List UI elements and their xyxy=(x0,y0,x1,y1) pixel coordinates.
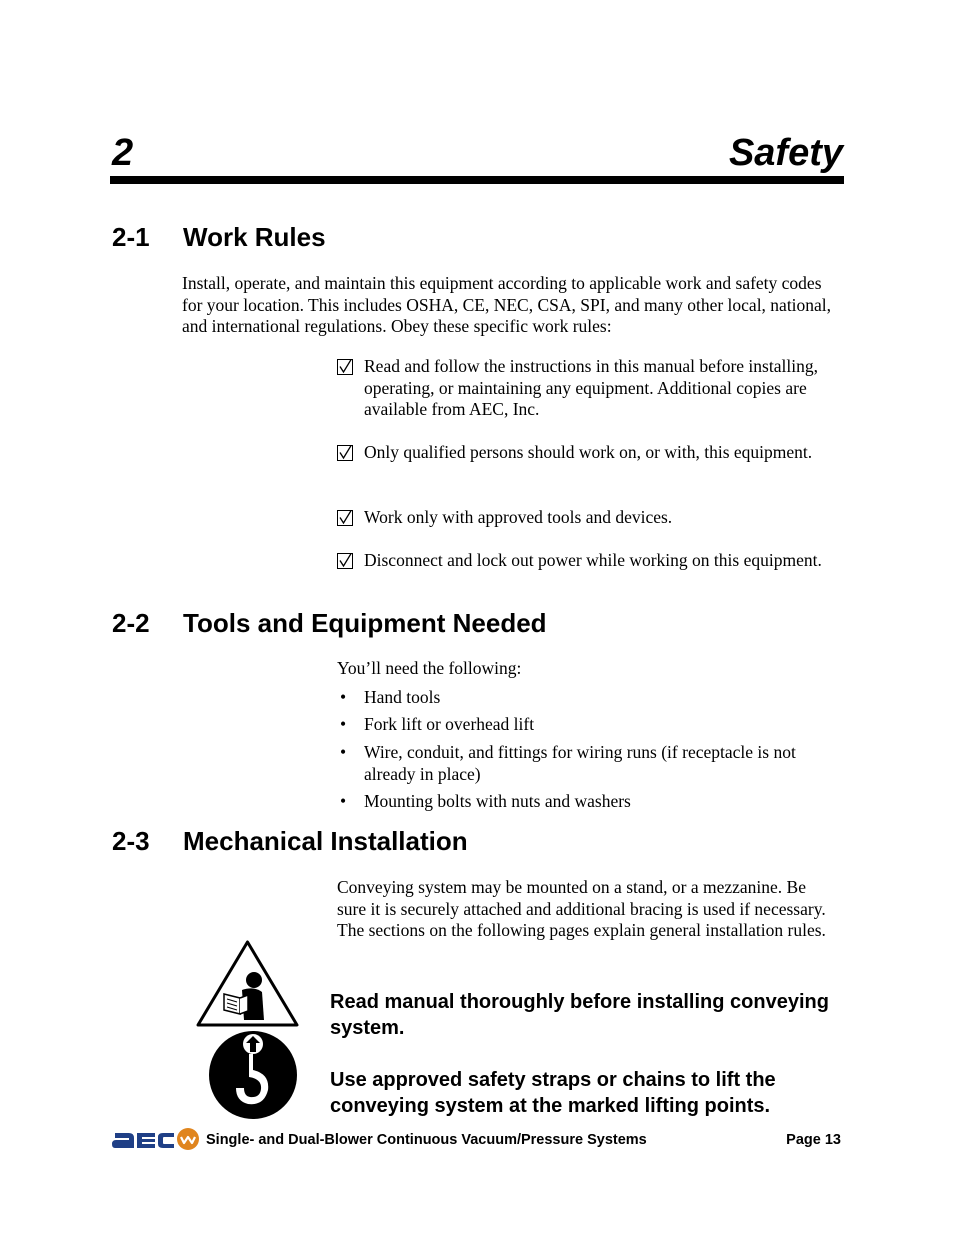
work-rules-intro: Install, operate, and maintain this equipment according to applicable work and safety codes for your location. This includes OSHA, CE, NEC, CSA, SPI, and many other local, national, and international regulations. Obey these specific work rules: xyxy=(182,273,832,336)
checkbox-checked-icon xyxy=(337,359,353,375)
checkbox-checked-icon xyxy=(337,445,353,461)
bullet: • xyxy=(340,791,347,811)
warning-lifting: Use approved safety straps or chains to lift the conveying system at the marked lifting points. xyxy=(330,1069,776,1117)
list-item-text: Mounting bolts with nuts and washers xyxy=(364,791,631,811)
read-manual-icon xyxy=(196,940,299,1028)
bullet: • xyxy=(340,714,347,734)
aec-logo xyxy=(112,1124,202,1152)
rule-text: Work only with approved tools and devices. xyxy=(364,507,673,527)
bullet: • xyxy=(340,687,347,707)
checkbox-checked-icon xyxy=(337,553,353,569)
chapter-number: 2 xyxy=(112,132,134,174)
lifting-hook-icon xyxy=(208,1030,298,1120)
checkbox-checked-icon xyxy=(337,510,353,526)
list-item-text: Fork lift or overhead lift xyxy=(364,714,535,734)
list-item-text: Wire, conduit, and fittings for wiring runs (if receptacle is not already in place) xyxy=(364,742,796,784)
section-heading-tools xyxy=(112,607,547,639)
section-heading-mechanical xyxy=(112,825,468,857)
rule-text: Read and follow the instructions in this manual before installing, operating, or maintaining any equipment. Additional copies are available from AEC, Inc. xyxy=(364,356,818,419)
section-title: Work Rules xyxy=(183,222,326,252)
rule-text: Disconnect and lock out power while working on this equipment. xyxy=(364,550,822,570)
warning-read-manual: Read manual thoroughly before installing conveying system. xyxy=(330,991,829,1039)
bullet: • xyxy=(340,742,347,762)
section-number: 2-2 xyxy=(112,608,150,638)
section-number: 2-1 xyxy=(112,222,150,252)
mechanical-intro: Conveying system may be mounted on a stand, or a mezzanine. Be sure it is securely attached and additional bracing is used if necessary. The sections on the following pages explain general installation rules. xyxy=(337,877,826,940)
page-number: Page 13 xyxy=(786,1132,841,1148)
rule-text: Only qualified persons should work on, or with, this equipment. xyxy=(364,442,813,462)
chapter-title: Safety xyxy=(728,132,843,174)
section-heading-work-rules xyxy=(112,221,326,253)
chapter-rule xyxy=(110,176,844,184)
tools-intro: You’ll need the following: xyxy=(337,658,522,678)
list-item-text: Hand tools xyxy=(364,687,441,707)
section-number: 2-3 xyxy=(112,826,150,856)
section-title: Tools and Equipment Needed xyxy=(183,608,547,638)
footer-document-title: Single- and Dual-Blower Continuous Vacuum/Pressure Systems xyxy=(206,1132,647,1148)
section-title: Mechanical Installation xyxy=(183,826,468,856)
